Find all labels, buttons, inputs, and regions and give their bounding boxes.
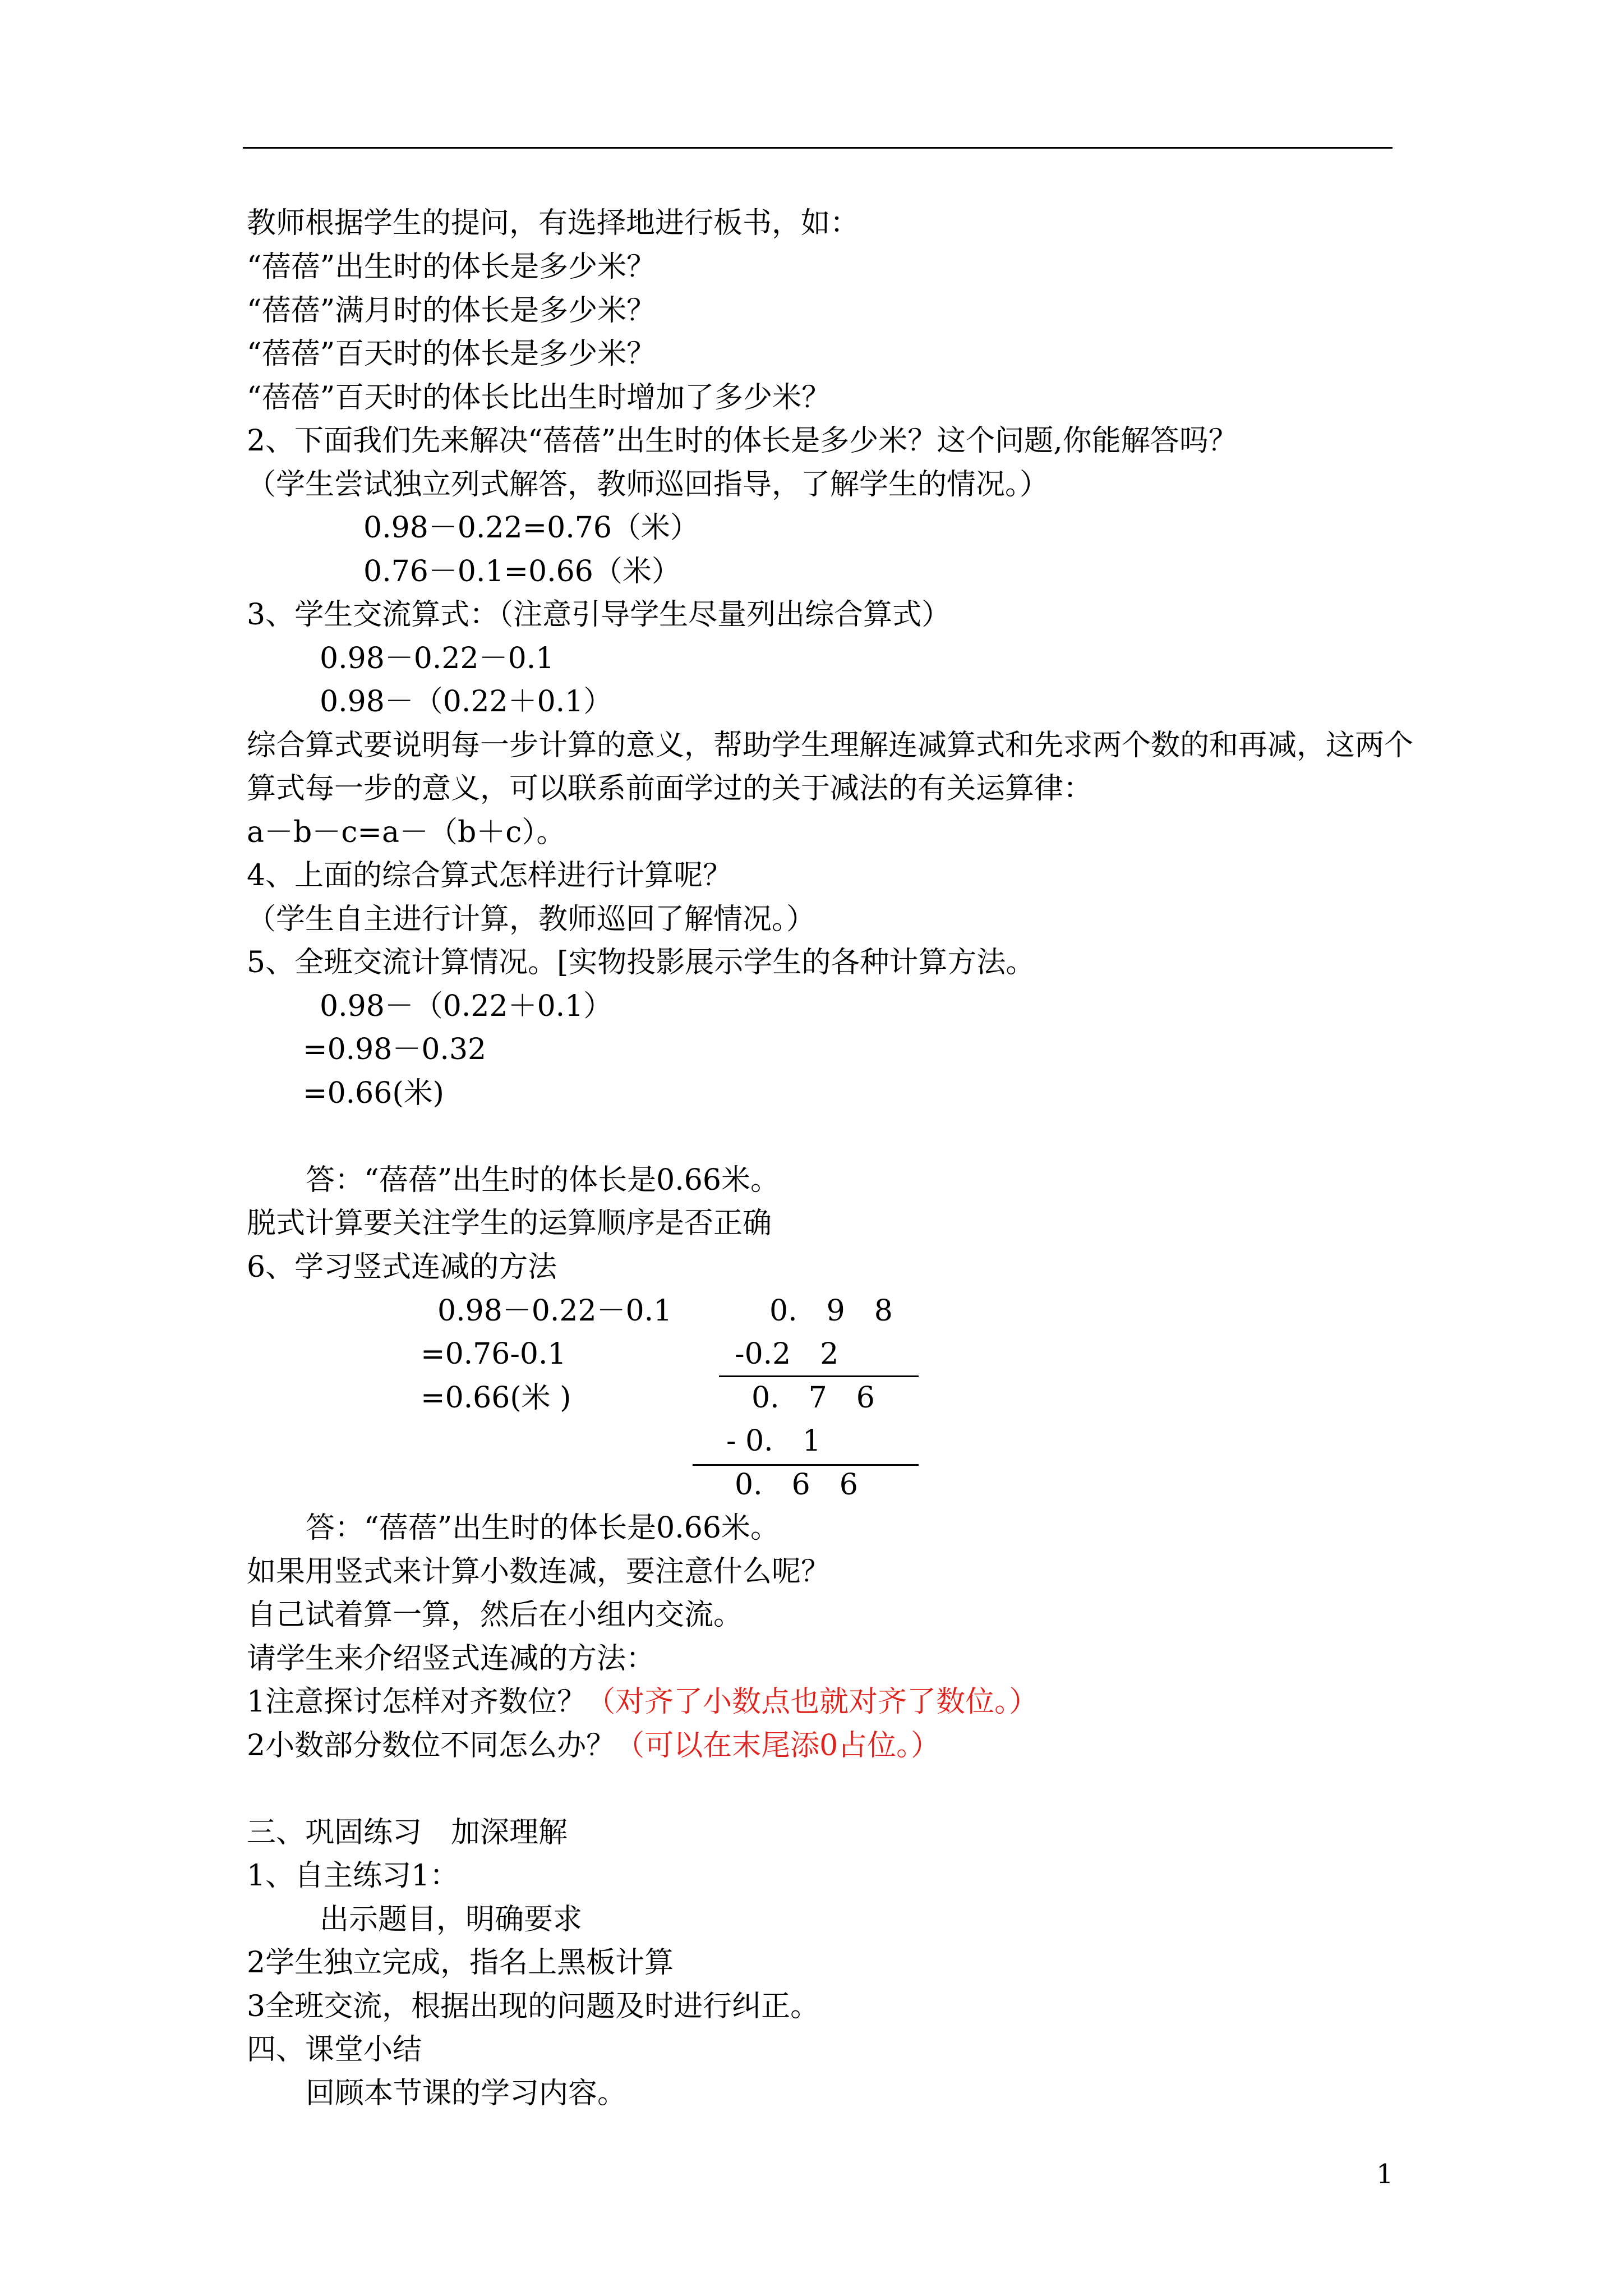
equation-line: =0.98－0.32 — [303, 1033, 487, 1066]
text-line: 出示题目，明确要求 — [320, 1903, 583, 1936]
text-line: 1、自主练习1： — [247, 1859, 459, 1893]
text-line: “蓓蓓”百天时的体长比出生时增加了多少米？ — [247, 381, 831, 415]
text-line: “蓓蓓”出生时的体长是多少米？ — [247, 250, 656, 284]
vertical-calc-row: 0. 7 6 — [751, 1381, 875, 1415]
text-line — [247, 1729, 940, 1763]
point-text: 1注意探讨怎样对齐数位？ — [247, 1685, 587, 1719]
text-line: 算式每一步的意义，可以联系前面学过的关于减法的有关运算律： — [247, 772, 1093, 806]
text-line: 自己试着算一算，然后在小组内交流。 — [247, 1598, 743, 1632]
vertical-calc-rule — [719, 1375, 919, 1377]
text-line: 3、学生交流算式：（注意引导学生尽量列出综合算式） — [247, 598, 951, 632]
text-line: （学生自主进行计算，教师巡回了解情况。） — [247, 903, 816, 936]
text-line: 综合算式要说明每一步计算的意义，帮助学生理解连减算式和先求两个数的和再减，这两个 — [247, 729, 1414, 762]
text-line: 请学生来介绍竖式连减的方法： — [247, 1642, 656, 1676]
text-line: 教师根据学生的提问，有选择地进行板书，如： — [247, 206, 860, 240]
section-heading: 四、课堂小结 — [247, 2033, 422, 2067]
answer-line: 答：“蓓蓓”出生时的体长是0.66米。 — [306, 1163, 780, 1197]
vertical-calc-rule — [693, 1464, 919, 1466]
equation-line: =0.66(米) — [303, 1076, 444, 1110]
vertical-calc-row: 0. 9 8 — [769, 1294, 893, 1328]
equation-line: 0.76－0.1=0.66（米） — [363, 555, 681, 588]
text-line: 6、学习竖式连减的方法 — [247, 1250, 557, 1284]
answer-line: 答：“蓓蓓”出生时的体长是0.66米。 — [306, 1511, 780, 1545]
page-number: 1 — [1376, 2159, 1394, 2190]
text-line: “蓓蓓”百天时的体长是多少米？ — [247, 337, 656, 371]
equation-line: =0.66(米 ) — [421, 1381, 571, 1415]
text-line: 3全班交流，根据出现的问题及时进行纠正。 — [247, 1990, 820, 2023]
text-line: （学生尝试独立列式解答，教师巡回指导，了解学生的情况。） — [247, 468, 1049, 501]
equation-line: =0.76-0.1 — [421, 1337, 566, 1371]
section-heading: 三、巩固练习 加深理解 — [247, 1816, 568, 1849]
text-line: 回顾本节课的学习内容。 — [306, 2077, 627, 2110]
text-line: 脱式计算要关注学生的运算顺序是否正确 — [247, 1207, 772, 1240]
header-rule — [243, 147, 1393, 149]
text-line: 2、下面我们先来解决“蓓蓓”出生时的体长是多少米？这个问题,你能解答吗？ — [247, 424, 1238, 458]
text-line: 4、上面的综合算式怎样进行计算呢？ — [247, 859, 732, 892]
equation-line: 0.98－（0.22＋0.1） — [320, 990, 613, 1023]
equation-line: 0.98－0.22=0.76（米） — [363, 511, 699, 545]
equation-line: 0.98－（0.22＋0.1） — [320, 685, 613, 719]
point-text: 2小数部分数位不同怎么办？ — [247, 1729, 616, 1763]
vertical-calc-row: -0.2 2 — [735, 1337, 839, 1371]
text-line: “蓓蓓”满月时的体长是多少米？ — [247, 294, 656, 328]
equation-line: 0.98－0.22－0.1 — [437, 1294, 672, 1328]
text-line: 5、全班交流计算情况。[实物投影展示学生的各种计算方法。 — [247, 946, 1035, 979]
vertical-calc-row: 0. 6 6 — [735, 1468, 858, 1502]
formula-line: a－b－c=a－（b＋c）。 — [247, 816, 566, 849]
text-line: 2学生独立完成，指名上黑板计算 — [247, 1946, 674, 1980]
red-note: （对齐了小数点也就对齐了数位。） — [586, 1685, 1039, 1719]
red-note: （可以在末尾添0占位。） — [615, 1729, 940, 1763]
equation-line: 0.98－0.22－0.1 — [320, 642, 555, 675]
text-line: 如果用竖式来计算小数连减，要注意什么呢？ — [247, 1555, 831, 1589]
text-line — [247, 1687, 1038, 1717]
vertical-calc-row: - 0. 1 — [726, 1424, 821, 1458]
